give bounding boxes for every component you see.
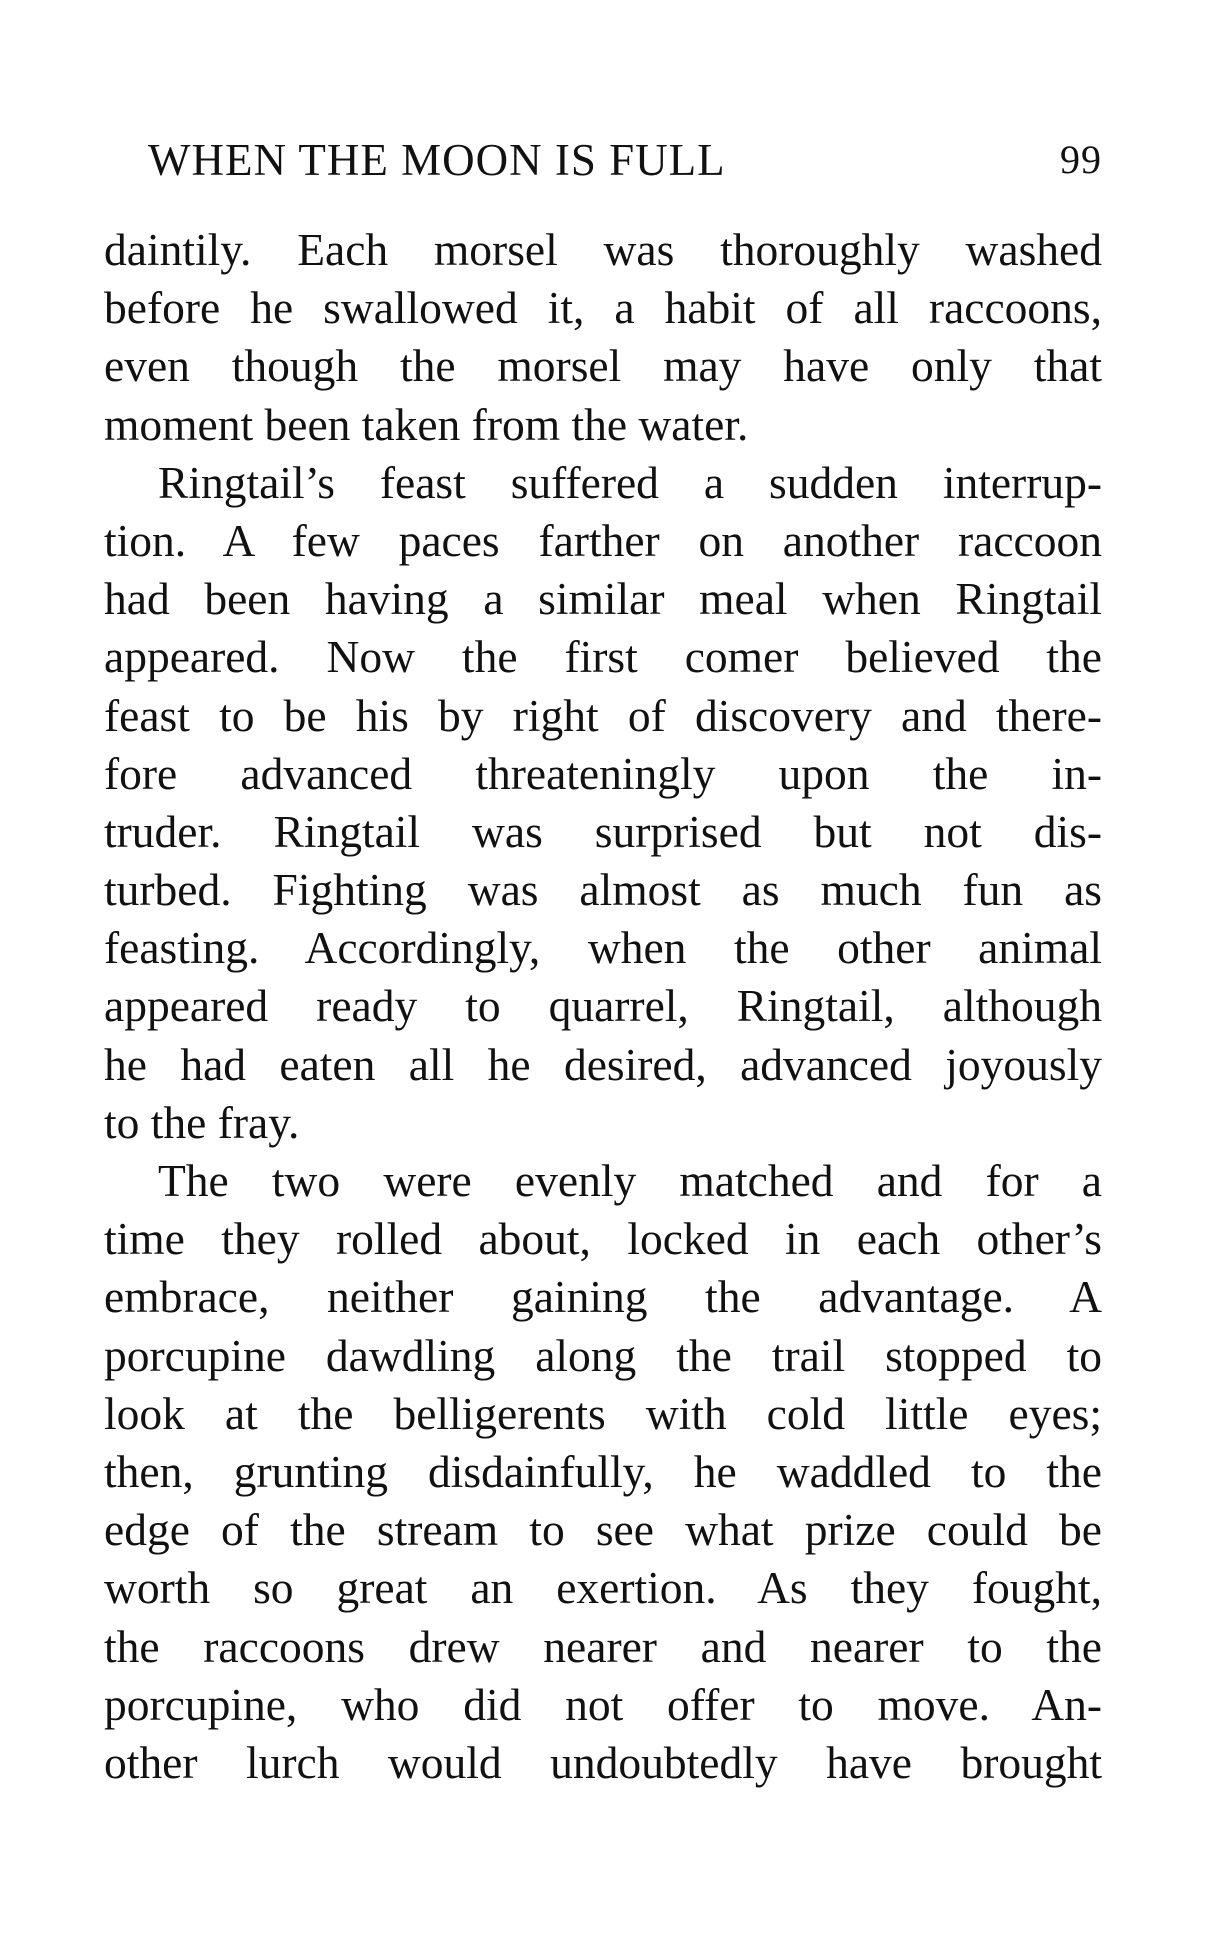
paragraph xyxy=(104,1152,1102,1792)
text-line: The two were evenly matched and for a xyxy=(158,1155,1102,1206)
text-line: moment been taken from the water. xyxy=(104,398,749,450)
body-text xyxy=(104,221,1102,1792)
text-line: feast to be his by right of discovery and there- xyxy=(104,689,1102,741)
text-line: fore advanced threateningly upon the in- xyxy=(104,747,1102,799)
text-line: before he swallowed it, a habit of all raccoons, xyxy=(104,282,1102,334)
text-line: daintily. Each morsel was thoroughly washed xyxy=(104,224,1102,275)
text-line: Ringtail’s feast suffered a sudden interrup- xyxy=(158,456,1102,508)
text-line: time they rolled about, locked in each other’s xyxy=(104,1213,1102,1265)
paragraph xyxy=(104,221,1102,454)
text-line: to the fray. xyxy=(104,1096,300,1148)
text-line: truder. Ringtail was surprised but not dis- xyxy=(104,805,1102,857)
text-line: worth so great an exertion. As they fought, xyxy=(104,1562,1102,1614)
text-line: porcupine, who did not offer to move. An- xyxy=(104,1678,1102,1730)
text-line: then, grunting disdainfully, he waddled to the xyxy=(104,1445,1102,1497)
running-title: WHEN THE MOON IS FULL xyxy=(148,135,726,185)
text-line: porcupine dawdling along the trail stopped to xyxy=(104,1329,1102,1381)
text-line: embrace, neither gaining the advantage. A xyxy=(104,1271,1102,1323)
text-line: had been having a similar meal when Ringtail xyxy=(104,573,1102,625)
text-line: feasting. Accordingly, when the other animal xyxy=(104,922,1102,974)
page-number: 99 xyxy=(1060,137,1102,182)
text-line: appeared ready to quarrel, Ringtail, although xyxy=(104,980,1102,1032)
text-line: even though the morsel may have only that xyxy=(104,340,1102,392)
paragraph xyxy=(104,454,1102,1152)
text-line: other lurch would undoubtedly have brought xyxy=(104,1736,1102,1788)
text-line: look at the belligerents with cold little eyes; xyxy=(104,1387,1102,1439)
text-line: appeared. Now the first comer believed the xyxy=(104,631,1102,683)
text-line: the raccoons drew nearer and nearer to the xyxy=(104,1620,1102,1672)
text-line: turbed. Fighting was almost as much fun as xyxy=(104,864,1102,916)
text-line: tion. A few paces farther on another raccoon xyxy=(104,514,1102,566)
text-line: he had eaten all he desired, advanced joyously xyxy=(104,1038,1102,1090)
running-head xyxy=(148,134,1102,194)
text-line: edge of the stream to see what prize could be xyxy=(104,1504,1102,1556)
